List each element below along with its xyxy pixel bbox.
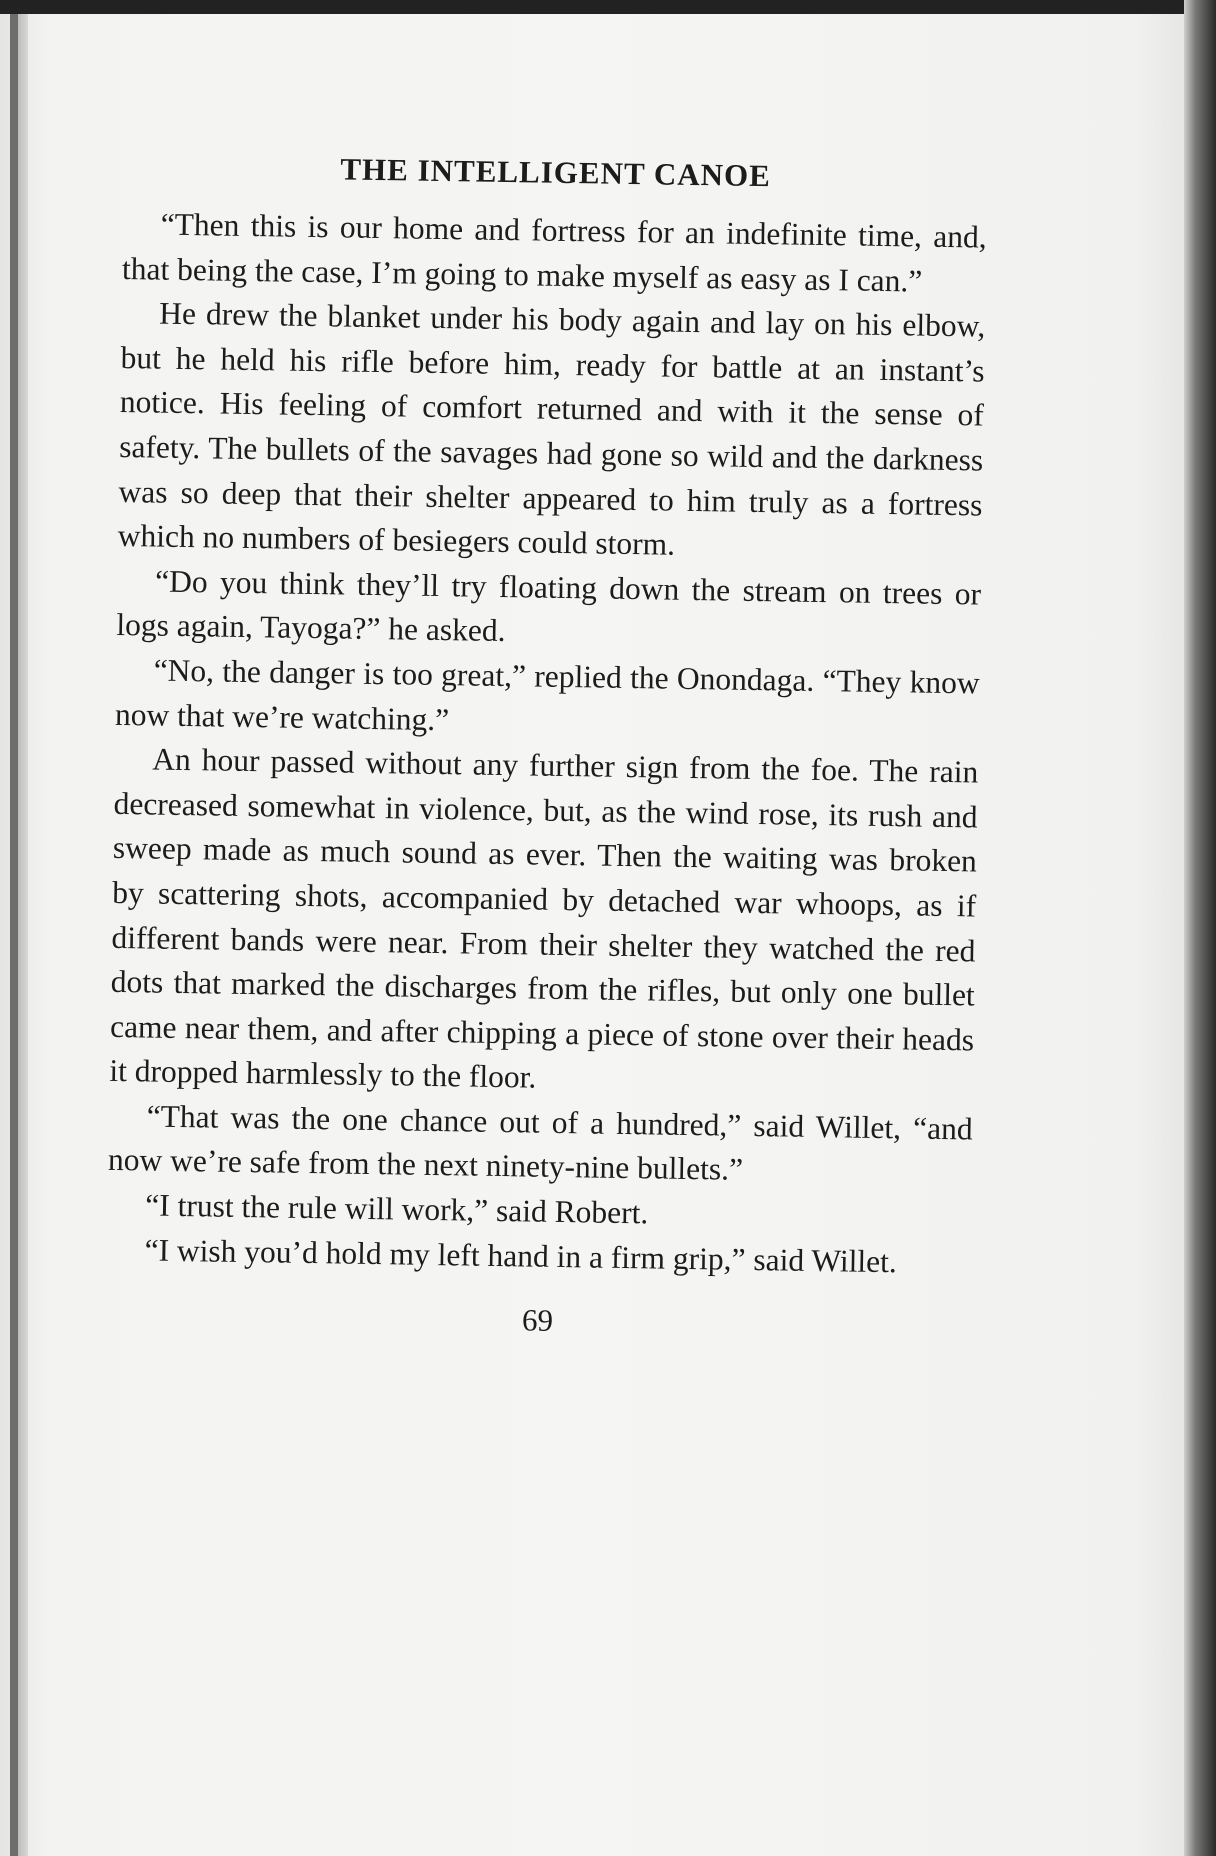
paragraph-5: An hour passed without any further sign from the foe. The rain decreased somewhat in violence, but, as the wind rose, its rush and sweep made as much sound as ever. Then the waiting was broken by scattering shots, accompanied by detached war whoops, as if different bands were near. From their shelter they watched the red dots that marked the discharges from the rifles, but only one bullet came near them, and after chipping a piece of stone over their heads it dropped harmlessly to the floor. [109, 741, 979, 1095]
paragraph-2: He drew the blanket under his body again and lay on his elbow, but he held his rifle before him, ready for battle at an instant’s notice. His feeling of comfort returned and with it the sense of safety. The bullets of the savages had gone so wild and the darkness was so deep that their shelter appeared to him truly as a fortress which no numbers of besiegers could storm. [117, 295, 986, 562]
paragraph-7: “I trust the rule will work,” said Robert. [145, 1187, 649, 1231]
paragraph-6: “That was the one chance out of a hundred,” said Willet, “and now we’re safe from the next ninety-nine bullets.” [107, 1098, 973, 1188]
scanner-frame-right [1184, 0, 1216, 1856]
page-binding-edge [10, 14, 28, 1856]
page-number: 69 [521, 1302, 554, 1339]
page-text-block [105, 144, 988, 1350]
running-head: THE INTELLIGENT CANOE [340, 151, 772, 194]
paragraph-4: “No, the danger is too great,” replied the Onondaga. “They know now that we’re watching.” [114, 652, 980, 737]
book-page [0, 14, 1184, 1856]
paragraph-3: “Do you think they’ll try floating down the stream on trees or logs again, Tayoga?” he asked. [116, 563, 982, 649]
binding-shadow [10, 14, 18, 1856]
paragraph-8: “I wish you’d hold my left hand in a firm grip,” said Willet. [144, 1232, 898, 1279]
paragraph-1: “Then this is our home and fortress for an indefinite time, and, that being the case, I’m going to make myself as easy as I can.” [121, 206, 987, 299]
